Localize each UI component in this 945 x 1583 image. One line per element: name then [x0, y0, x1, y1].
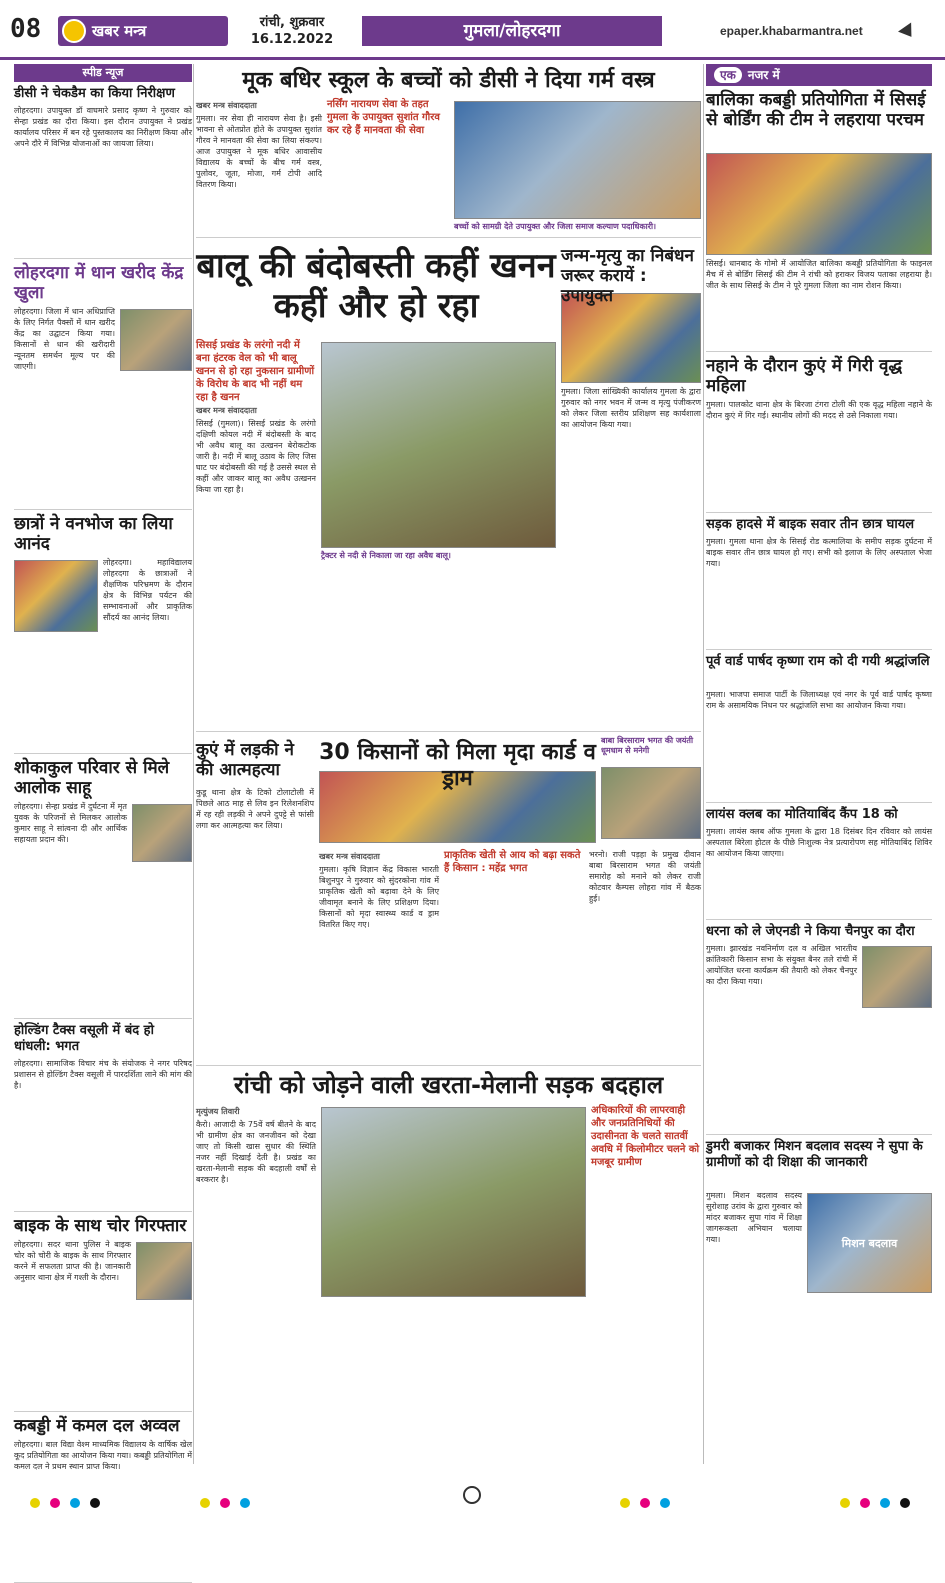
pull-quote: अधिकारियों की लापरवाही और जनप्रतिनिधियों की उदासीनता के चलते सातवीं अवधि में किलोमीटर चलने को मजबूर ग्रामीण: [591, 1105, 700, 1168]
article-body: लोहरदगा। जिला में धान अधिप्राप्ति के लिए निर्गत पैक्सों में धान खरीद केंद्र का उद्घाटन किया गया। किसानों से धान की खरीदारी न्यूनतम समर्थन मूल्य पर की जाएगी।: [14, 306, 115, 376]
news-photo: [120, 309, 192, 371]
headline: बाइक के साथ चोर गिरफ्तार: [14, 1216, 187, 1236]
speed-news-tag: स्पीड न्यूज: [14, 64, 192, 82]
kabaddi-photo: [706, 153, 932, 255]
news-item[interactable]: [706, 1139, 932, 1410]
news-item[interactable]: [14, 1023, 192, 1212]
registration-dot: [200, 1498, 210, 1508]
byline: मृत्युंजय तिवारी: [196, 1107, 240, 1116]
registration-dot: [860, 1498, 870, 1508]
registration-mark-icon: [463, 1486, 481, 1504]
brand-logo-icon: [62, 19, 86, 43]
news-item[interactable]: [14, 1216, 192, 1412]
baba-body: भरनो। राजी पड़हा के प्रमुख दीवान बाबा बिरसाराम भगत की जयंती समारोह को मनाने को लेकर राजी कोटवार कैम्पस लोहरा गांव में बैठक हुई।: [589, 849, 701, 1063]
article-body: गुमला। मिशन बदलाव सदस्य सुरोशाह उरांव के द्वारा गुरुवार को मांदर बजाकर सुपा गांव में शिक्षा जागरूकता अभियान चलाया गया।: [706, 1190, 802, 1320]
news-photo: [14, 560, 98, 632]
tag-ek: एक: [714, 67, 742, 83]
news-item[interactable]: [706, 924, 932, 1135]
article-body-continued: [14, 865, 192, 1015]
sand-story[interactable]: [196, 242, 556, 731]
registration-dot: [50, 1498, 60, 1508]
baba-caption: बाबा बिरसाराम भगत की जयंती धूमधाम से मनेगी: [601, 736, 694, 755]
headline: शोकाकुल परिवार से मिले आलोक साहू: [14, 758, 170, 798]
ek-nazar-tag: [706, 64, 932, 86]
headline: डीसी ने चेकडैम का किया निरीक्षण: [14, 86, 175, 101]
column-divider: [703, 64, 704, 1464]
headline: लोहरदगा में धान खरीद केंद्र खुला: [14, 263, 184, 303]
news-item[interactable]: [706, 90, 932, 352]
headline: लायंस क्लब का मोतियाबिंद कैंप 18 को: [706, 807, 898, 822]
headline: बालू की बंदोबस्ती कहीं खनन कहीं और हो रहा: [196, 246, 556, 326]
news-item[interactable]: [14, 514, 192, 754]
headline: पूर्व वार्ड पार्षद कृष्णा राम को दी गयी श्रद्धांजलि: [706, 654, 930, 669]
article-body: गुमला। पालकोट थाना क्षेत्र के बिरजा टंगरा टोली की एक वृद्ध महिला नहाने के दौरान कुएं में गिर गई। स्थानीय लोगों की मदद से उसे निकाला गया।: [706, 399, 932, 509]
headline: होल्डिंग टैक्स वसूली में बंद हो धांधली: भगत: [14, 1023, 154, 1054]
article-body: कैरो। आजादी के 75वें वर्ष बीतने के बाद भी ग्रामीण क्षेत्र का जनजीवन को देखा जाए तो किसी खास सुधार की स्थिति नजर नहीं दिखाई देती है। प्रखंड का खरता-मेलानी सड़क की बदहाली वर्षों से बरकरार है।: [196, 1119, 316, 1449]
issue-date: 16.12.2022: [250, 32, 334, 47]
sub-headline: सिसई प्रखंड के लरंगो नदी में बना हंटरक वेल को भी बालू खनन से हो रहा नुकसान ग्रामीणों के विरोध के बाद भी नहीं थम रहा है खनन: [196, 340, 315, 403]
pull-quote: नर्सिंग नारायण सेवा के तहत गुमला के उपायुक्त सुशांत गौरव कर रहे हैं मानवता की सेवा: [327, 99, 440, 136]
news-photo: [136, 1242, 192, 1300]
girl-story[interactable]: [196, 736, 314, 1065]
article-body-continued: [14, 376, 192, 506]
news-item[interactable]: [706, 517, 932, 650]
pointer-icon: [898, 22, 918, 41]
news-photo: [132, 804, 192, 862]
article-body-continued: [14, 1303, 192, 1408]
headline: नहाने के दौरान कुएं में गिरी वृद्ध महिला: [706, 356, 903, 396]
registration-dot: [240, 1498, 250, 1508]
article-body: सिसई (गुमला)। सिसई प्रखंड के लरंगो दक्षिणी कोयल नदी में बंदोबस्ती के बाद भी अवैध बालू का उत्खनन बेरोकटोक जारी है। नदी में बालू उठाव के लिए जिस घाट पर बंदोबस्ती की गई है उससे स्थल से कहीं और जाकर बालू का अवैध उत्खनन किया जा रहा है।: [196, 418, 316, 568]
article-body-continued: [14, 635, 192, 750]
column-divider: [193, 64, 194, 1464]
article-body: लोहरदगा। महाविद्यालय लोहरदगा के छात्राओं ने शैक्षणिक परिभ्रमण के दौरान क्षेत्र के विभिन्न पर्यटन की सम्भावनाओं और प्राकृतिक सौंदर्य का आनंद लिया।: [103, 557, 192, 629]
article-body: गुमला। भाजपा समाज पार्टी के जिलाध्यक्ष एवं नगर के पूर्व वार्ड पार्षद कृष्णा राम के असामयिक निधन पर श्रद्धांजलि सभा का आयोजन किया गया।: [706, 689, 932, 799]
article-body: गुमला। कृषि विज्ञान केंद्र विकास भारती बिशुनपुर ने गुरुवार को सुंदरकोना गांव में प्राकृतिक खेती को बढ़ावा देने के लिए जीवामृत बनाने के लिए प्रशिक्षण दिया। किसानों को मृदा स्वास्थ्य कार्ड व ड्राम वितरित किए गए।: [319, 864, 439, 1064]
headline: कबड्डी में कमल दल अव्वल: [14, 1416, 180, 1436]
article-body-continued: [706, 1320, 932, 1410]
registration-dot: [880, 1498, 890, 1508]
photo-caption: मिशन बदलाव: [841, 1237, 898, 1250]
article-body-continued: [706, 1011, 932, 1131]
right-column: [706, 64, 932, 1464]
article-body: लोहरदगा। सेन्हा प्रखंड में दुर्घटना में मृत युवक के परिजनों से मिलकर आलोक कुमार साहू ने सांत्वना दी और आर्थिक सहायता प्रदान की।: [14, 801, 127, 863]
road-photo: [321, 1107, 586, 1297]
byline: खबर मन्त्र संवाददाता: [196, 406, 257, 415]
headline: धरना को ले जेएनडी ने किया चैनपुर का दौरा: [706, 924, 915, 939]
registration-dot: [220, 1498, 230, 1508]
news-item[interactable]: [706, 356, 932, 513]
article-body: लोहरदगा। बाल विद्या वेश्म माध्यमिक विद्यालय के वार्षिक खेल कूद प्रतियोगिता का आयोजन किया गया। कबड्डी प्रतियोगिता में कमल दल ने प्रथम स्थान प्राप्त किया।: [14, 1439, 192, 1579]
article-body: लोहरदगा। सामाजिक विचार मंच के संयोजक ने नगर परिषद प्रशासन से होल्डिंग टैक्स वसूली में पारदर्शिता लाने की मांग की है।: [14, 1058, 192, 1208]
mission-photo: [807, 1193, 932, 1293]
headline: छात्रों ने वनभोज का लिया आनंद: [14, 514, 173, 554]
sand-photo: [321, 342, 556, 548]
registration-dot: [840, 1498, 850, 1508]
dateline: [232, 14, 352, 48]
article-body: गुमला। जिला सांख्यिकी कार्यालय गुमला के द्वारा गुरुवार को नगर भवन में जन्म व मृत्यु पंजीकरण को लेकर जिला स्तरीय प्रशिक्षण सह कार्यशाला का आयोजन किया गया।: [561, 386, 701, 726]
article-body: गुमला। नर सेवा ही नारायण सेवा है। इसी भावना से ओतप्रोत होते के उपायुक्त सुशांत गौरव ने मानवता की सेवा का लिया संकल्प। आज उपायुक्त ने मूक बधिर आवासीय विद्यालय के बच्चों के बीच गर्म वस्त्र, पुलोवर, जूता, मोजा, गर्म टोपी आदि वितरण किया।: [196, 113, 322, 231]
article-body-continued: [444, 877, 584, 1063]
news-item[interactable]: [706, 807, 932, 920]
page-number: 08: [10, 14, 42, 44]
birth-photo: [561, 293, 701, 383]
article-body: कुडू थाना क्षेत्र के टिको टोलाटोली में पिछले आठ माह से लिव इन रिलेशनशिप में रह रही लड़की ने अपने दुपट्टे से फांसी लगा कर आत्महत्या कर लिया।: [196, 787, 314, 1067]
headline: बालिका कबड्डी प्रतियोगिता में सिसई से बोर्डिंग की टीम ने लहराया परचम: [706, 90, 926, 130]
news-photo: [862, 946, 932, 1008]
headline: जन्म-मृत्यु का निबंधन जरूर करायें : उपायुक्त: [561, 246, 694, 306]
left-column: [14, 64, 192, 1471]
registration-dot: [70, 1498, 80, 1508]
headline: मूक बधिर स्कूल के बच्चों को डीसी ने दिया गर्म वस्त्र: [242, 68, 655, 93]
article-body: गुमला। झारखंड नवनिर्माण दल व अखिल भारतीय क्रांतिकारी किसान सभा के संयुक्त बैनर तले रांची में आयोजित धरना कार्यक्रम की तैयारी को लेकर चैनपुर का दौरा किया गया।: [706, 943, 857, 1005]
photo-caption: बच्चों को सामग्री देते उपायुक्त और जिला समाज कल्याण पदाधिकारी।: [454, 222, 657, 231]
article-body-continued: [196, 572, 556, 732]
top-story-photo: [454, 101, 701, 219]
article-body: सिसई। धानबाद के गोमो में आयोजित बालिका कबड्डी प्रतियोगिता के फाइनल मैच में से बोर्डिंग सिसई की टीम ने रांची को हराकर विजय पताका लहराया है। जीत के साथ सिसई के टीम ने पूरे गुमला जिला का नाम रोशन किया।: [706, 258, 932, 348]
site-url-link[interactable]: epaper.khabarmantra.net: [720, 24, 863, 38]
headline: 30 किसानों को मिला मृदा कार्ड व ड्राम: [319, 740, 596, 791]
top-story[interactable]: [196, 68, 701, 238]
article-body-continued: [327, 154, 449, 228]
headline: सड़क हादसे में बाइक सवार तीन छात्र घायल: [706, 517, 915, 532]
middle-column: [196, 64, 701, 1464]
article-body: गुमला। गुमला थाना क्षेत्र के सिसई रोड कत्मालिया के समीप सड़क दुर्घटना में बाइक सवार तीन छात्र घायल हो गए। सभी को इलाज के लिए अस्पताल भेजा गया।: [706, 536, 932, 646]
sub-headline: प्राकृतिक खेती से आय को बढ़ा सकते हैं किसान : महेंद्र भगत: [444, 850, 581, 874]
registration-dot: [90, 1498, 100, 1508]
photo-caption: ट्रैक्टर से नदी से निकाला जा रहा अवैध बालू।: [321, 551, 451, 560]
byline: खबर मन्त्र संवाददाता: [196, 101, 257, 110]
birth-story[interactable]: [561, 242, 701, 731]
section-title: गुमला/लोहरदगा: [362, 16, 662, 46]
brand-label[interactable]: खबर मन्त्र: [58, 16, 228, 46]
news-item[interactable]: [14, 263, 192, 510]
road-story[interactable]: [196, 1070, 701, 1462]
registration-dot: [620, 1498, 630, 1508]
registration-dot: [30, 1498, 40, 1508]
news-item[interactable]: [14, 758, 192, 1019]
headline: रांची को जोड़ने वाली खरता-मेलानी सड़क बदहाल: [233, 1071, 664, 1099]
headline: कुएं में लड़की ने की आत्महत्या: [196, 740, 294, 780]
article-body: लोहरदगा। सदर थाना पुलिस ने बाइक चोर को चोरी के बाइक के साथ गिरफ्तार करने में सफलता प्राप्त की है। जानकारी अनुसार थाना क्षेत्र में गश्ती के दौरान।: [14, 1239, 131, 1301]
news-item[interactable]: [706, 654, 932, 803]
soil-story[interactable]: [319, 736, 701, 1065]
city-day: रांची, शुक्रवार: [259, 15, 325, 30]
baba-photo: [601, 767, 701, 839]
headline: डुमरी बजाकर मिशन बदलाव सदस्य ने सुपा के ग्रामीणों को दी शिक्षा की जानकारी: [706, 1139, 923, 1170]
article-body-continued: [591, 1170, 701, 1440]
byline: खबर मन्त्र संवाददाता: [319, 852, 380, 861]
registration-dot: [900, 1498, 910, 1508]
tag-nazar: नजर में: [747, 68, 780, 82]
masthead: [0, 0, 945, 60]
article-body-continued: [321, 1300, 586, 1450]
registration-dot: [640, 1498, 650, 1508]
article-body: गुमला। लायंस क्लब ऑफ गुमला के द्वारा 18 दिसंबर दिन रविवार को लायंस अस्पताल बिरेला होटल के पीछे निःशुल्क नेत्र प्रत्यारोपण सह मोतियाबिंद शिविर का आयोजन किया जाएगा।: [706, 826, 932, 916]
registration-dot: [660, 1498, 670, 1508]
news-item[interactable]: [14, 86, 192, 259]
article-body: लोहरदगा। उपायुक्त डॉ वाघमारे प्रसाद कृष्ण ने गुरुवार को सेन्हा प्रखंड का दौरा किया। इस दौरान उपायुक्त ने प्रखंड कार्यालय परिसर में बन रहे पुस्तकालय का निरीक्षण किया और अपने दौरे में विभिन्न योजनाओं का जायजा लिया।: [14, 105, 192, 255]
